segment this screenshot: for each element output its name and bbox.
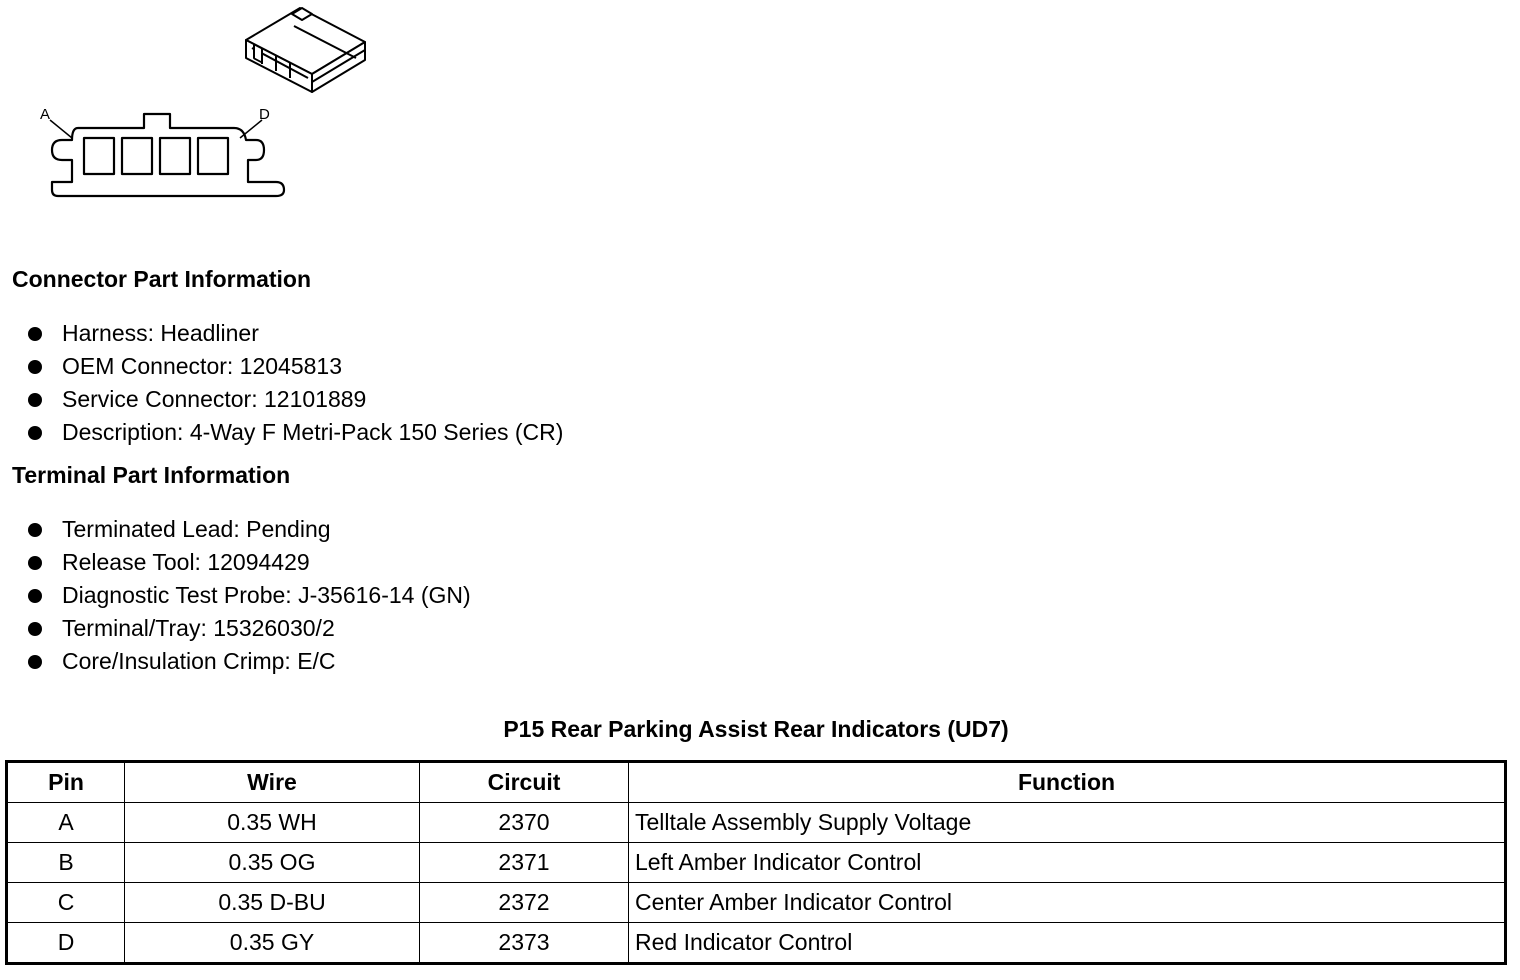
- header-pin: Pin: [7, 762, 125, 803]
- list-item: Release Tool: 12094429: [28, 546, 471, 579]
- cell-wire: 0.35 GY: [125, 923, 420, 964]
- bullet-icon: [28, 426, 42, 440]
- list-item: Terminated Lead: Pending: [28, 513, 471, 546]
- pin-label-a: A: [40, 106, 51, 123]
- cell-pin: C: [7, 883, 125, 923]
- connector-part-info-heading: Connector Part Information: [12, 266, 312, 292]
- cell-function: Telltale Assembly Supply Voltage: [629, 803, 1506, 843]
- cell-circuit: 2372: [420, 883, 629, 923]
- bullet-icon: [28, 327, 42, 341]
- list-item: Diagnostic Test Probe: J-35616-14 (GN): [28, 579, 471, 612]
- bullet-icon: [28, 393, 42, 407]
- terminal-part-info-list: [28, 513, 471, 678]
- pin-label-d: D: [259, 106, 270, 123]
- table-row: [7, 803, 1506, 843]
- list-item: Harness: Headliner: [28, 317, 563, 350]
- pin-table-title: P15 Rear Parking Assist Rear Indicators (UD7): [503, 716, 1009, 742]
- connector-diagram: [0, 0, 400, 230]
- bullet-icon: [28, 655, 42, 669]
- header-circuit: Circuit: [420, 762, 629, 803]
- bullet-icon: [28, 622, 42, 636]
- header-function: Function: [629, 762, 1506, 803]
- list-item: Service Connector: 12101889: [28, 383, 563, 416]
- table-header-row: [7, 762, 1506, 803]
- cell-function: Left Amber Indicator Control: [629, 843, 1506, 883]
- bullet-icon: [28, 523, 42, 537]
- table-row: [7, 883, 1506, 923]
- list-item: Core/Insulation Crimp: E/C: [28, 645, 471, 678]
- cell-pin: B: [7, 843, 125, 883]
- cell-wire: 0.35 OG: [125, 843, 420, 883]
- table-row: [7, 923, 1506, 964]
- list-item: Terminal/Tray: 15326030/2: [28, 612, 471, 645]
- connector-isometric-icon: [246, 8, 365, 92]
- cell-circuit: 2373: [420, 923, 629, 964]
- bullet-icon: [28, 556, 42, 570]
- terminal-part-info-heading: Terminal Part Information: [12, 462, 291, 488]
- connector-face-icon: [52, 114, 284, 196]
- cell-wire: 0.35 WH: [125, 803, 420, 843]
- cell-pin: A: [7, 803, 125, 843]
- cell-function: Center Amber Indicator Control: [629, 883, 1506, 923]
- cell-circuit: 2370: [420, 803, 629, 843]
- table-row: [7, 843, 1506, 883]
- cell-wire: 0.35 D-BU: [125, 883, 420, 923]
- cell-circuit: 2371: [420, 843, 629, 883]
- header-wire: Wire: [125, 762, 420, 803]
- list-item: Description: 4-Way F Metri-Pack 150 Series (CR): [28, 416, 563, 449]
- connector-part-info-list: [28, 317, 563, 449]
- cell-function: Red Indicator Control: [629, 923, 1506, 964]
- list-item: OEM Connector: 12045813: [28, 350, 563, 383]
- cell-pin: D: [7, 923, 125, 964]
- bullet-icon: [28, 589, 42, 603]
- pin-table: [5, 760, 1507, 965]
- bullet-icon: [28, 360, 42, 374]
